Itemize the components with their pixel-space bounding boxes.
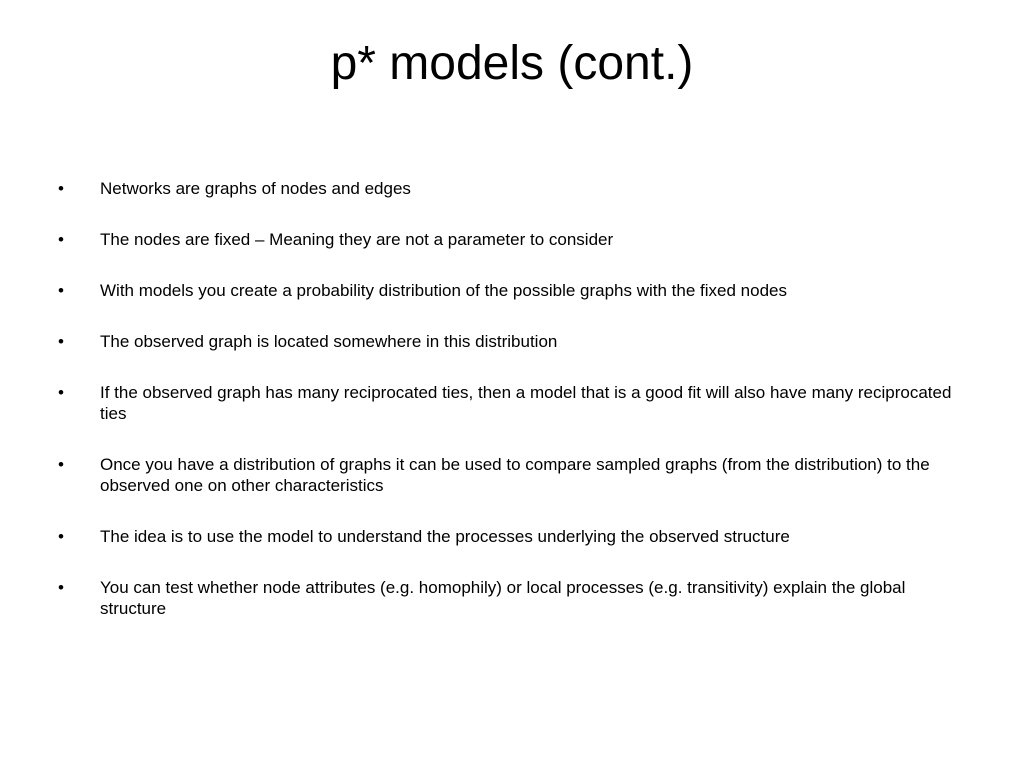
- bullet-icon: •: [58, 527, 64, 546]
- list-item: [58, 331, 958, 352]
- bullet-icon: •: [58, 179, 64, 198]
- list-item: [58, 526, 958, 547]
- bullet-text: Networks are graphs of nodes and edges: [100, 179, 411, 198]
- bullet-text: The nodes are fixed – Meaning they are not a parameter to consider: [100, 230, 614, 249]
- bullet-icon: •: [58, 332, 64, 351]
- bullet-text: You can test whether node attributes (e.g. homophily) or local processes (e.g. transitivity) explain the global structure: [100, 578, 906, 618]
- bullet-icon: •: [58, 455, 64, 474]
- bullet-icon: •: [58, 578, 64, 597]
- slide-title: p* models (cont.): [330, 37, 694, 90]
- bullet-text: The idea is to use the model to understand the processes underlying the observed structure: [100, 527, 790, 546]
- bullet-text: Once you have a distribution of graphs it can be used to compare sampled graphs (from the distribution) to the observed one on other characteristics: [100, 455, 930, 495]
- bullet-list: [58, 178, 958, 649]
- bullet-text: With models you create a probability distribution of the possible graphs with the fixed nodes: [100, 281, 787, 300]
- bullet-icon: •: [58, 230, 64, 249]
- list-item: [58, 577, 958, 619]
- bullet-text: The observed graph is located somewhere in this distribution: [100, 332, 558, 351]
- list-item: [58, 382, 958, 424]
- list-item: [58, 178, 958, 199]
- list-item: [58, 454, 958, 496]
- list-item: [58, 280, 958, 301]
- list-item: [58, 229, 958, 250]
- bullet-icon: •: [58, 383, 64, 402]
- bullet-icon: •: [58, 281, 64, 300]
- bullet-text: If the observed graph has many reciprocated ties, then a model that is a good fit will also have many reciprocated ties: [100, 383, 952, 423]
